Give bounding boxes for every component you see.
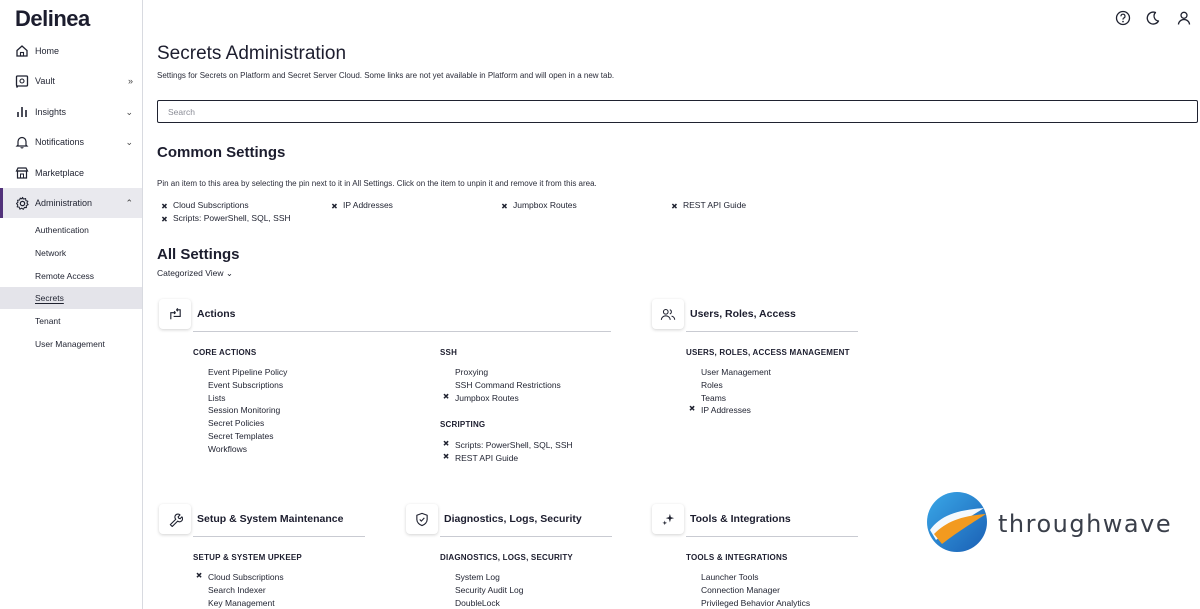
- pinned-item-label: Jumpbox Routes: [513, 200, 577, 210]
- settings-link[interactable]: Secret Policies: [208, 418, 265, 428]
- sidebar-subitem-secrets[interactable]: [0, 287, 142, 309]
- sidebar-subitem-label: User Management: [35, 339, 105, 349]
- sparkle-icon: [652, 504, 684, 534]
- delinea-logo[interactable]: Delinea: [15, 6, 90, 31]
- sidebar-item-insights[interactable]: [0, 97, 142, 127]
- settings-link[interactable]: Teams: [701, 393, 727, 403]
- vault-icon: [14, 73, 30, 89]
- section-title: CORE ACTIONS: [193, 348, 257, 357]
- pinned-item-scripts[interactable]: [161, 213, 291, 223]
- sidebar-item-label: Marketplace: [35, 168, 85, 178]
- pinned-item-label: REST API Guide: [683, 200, 747, 210]
- settings-link[interactable]: DoubleLock: [455, 598, 500, 608]
- sidebar-subitem-label: Tenant: [35, 316, 61, 326]
- pin-icon[interactable]: ✚: [159, 213, 171, 225]
- chevron-up-icon[interactable]: ⌃: [125, 197, 133, 208]
- pinned-item-cloud-subscriptions[interactable]: [161, 200, 249, 210]
- sidebar-subitem-label: Secrets: [35, 293, 64, 303]
- common-settings-hint: Pin an item to this area by selecting the pin next to it in All Settings. Click on the item to unpin it and remove it from this area.: [157, 179, 597, 188]
- settings-link[interactable]: Cloud Subscriptions: [208, 572, 284, 582]
- settings-link[interactable]: SSH Command Restrictions: [455, 380, 561, 390]
- home-icon: [14, 43, 30, 59]
- sidebar-item-label: Home: [35, 46, 60, 56]
- throughwave-logo-icon: [926, 490, 990, 554]
- sidebar-item-notifications[interactable]: [0, 127, 142, 157]
- settings-link[interactable]: Connection Manager: [701, 585, 780, 595]
- pin-icon[interactable]: ✚: [686, 402, 698, 415]
- sidebar: [0, 0, 143, 609]
- sidebar-subitem-user-management[interactable]: [0, 333, 142, 355]
- pinned-item-ip-addresses[interactable]: [331, 200, 393, 210]
- sidebar-item-label: Vault: [35, 76, 55, 86]
- category-divider: [686, 331, 858, 332]
- category-divider: [193, 331, 611, 332]
- section-title: SETUP & SYSTEM UPKEEP: [193, 553, 302, 562]
- category-title: Tools & Integrations: [690, 513, 791, 525]
- pinned-item-jumpbox-routes[interactable]: [501, 200, 577, 210]
- category-title: Diagnostics, Logs, Security: [444, 513, 582, 525]
- category-tools-integrations: [652, 502, 791, 536]
- pinned-item-label: Cloud Subscriptions: [173, 200, 249, 210]
- settings-link[interactable]: Event Subscriptions: [208, 380, 284, 390]
- chevron-down-icon[interactable]: ⌄: [125, 106, 133, 117]
- settings-link[interactable]: Scripts: PowerShell, SQL, SSH: [455, 440, 573, 450]
- sidebar-subitem-label: Network: [35, 248, 67, 258]
- categorized-view-dropdown[interactable]: Categorized View ⌄: [157, 268, 233, 278]
- section-title: DIAGNOSTICS, LOGS, SECURITY: [440, 553, 573, 562]
- wrench-icon: [159, 504, 191, 534]
- help-icon[interactable]: [1115, 10, 1131, 26]
- sidebar-subitem-remote-access[interactable]: [0, 265, 142, 287]
- category-divider: [686, 536, 858, 537]
- dark-mode-icon[interactable]: [1145, 10, 1161, 26]
- settings-link[interactable]: Secret Templates: [208, 431, 274, 441]
- sidebar-item-marketplace[interactable]: [0, 158, 142, 188]
- pinned-item-label: Scripts: PowerShell, SQL, SSH: [173, 213, 291, 223]
- category-title: Actions: [197, 308, 236, 320]
- gear-icon: [14, 195, 30, 211]
- throughwave-watermark: [926, 490, 1173, 554]
- sidebar-item-label: Notifications: [35, 137, 85, 147]
- section-title: USERS, ROLES, ACCESS MANAGEMENT: [686, 348, 850, 357]
- sidebar-subitem-tenant[interactable]: [0, 310, 142, 332]
- pin-icon[interactable]: ✚: [499, 200, 511, 212]
- page-subtitle: Settings for Secrets on Platform and Secret Server Cloud. Some links are not yet available in Platform and will open in a new tab.: [157, 71, 615, 80]
- sidebar-item-label: Insights: [35, 107, 67, 117]
- settings-link[interactable]: Proxying: [455, 367, 489, 377]
- pin-icon[interactable]: ✚: [440, 390, 452, 403]
- settings-link[interactable]: Event Pipeline Policy: [208, 367, 288, 377]
- sidebar-subitem-label: Authentication: [35, 225, 89, 235]
- pin-icon[interactable]: ✚: [193, 569, 205, 582]
- page-title: Secrets Administration: [157, 43, 347, 64]
- category-users-roles-access: [652, 297, 796, 331]
- bar-chart-icon: [14, 104, 30, 120]
- actions-icon: [159, 299, 191, 329]
- shield-icon: [406, 504, 438, 534]
- store-icon: [14, 165, 30, 181]
- settings-link[interactable]: Key Management: [208, 598, 275, 608]
- category-divider: [193, 536, 365, 537]
- settings-link[interactable]: Workflows: [208, 444, 248, 454]
- category-divider: [440, 536, 612, 537]
- sidebar-item-label: Administration: [35, 198, 93, 208]
- chevron-down-icon[interactable]: ⌄: [125, 136, 133, 147]
- category-actions: [159, 297, 236, 331]
- category-diagnostics: [406, 502, 582, 536]
- pinned-item-rest-api-guide[interactable]: [671, 200, 746, 210]
- settings-link[interactable]: Launcher Tools: [701, 572, 759, 582]
- settings-link[interactable]: Search Indexer: [208, 585, 266, 595]
- bell-icon: [14, 134, 30, 150]
- section-title: SCRIPTING: [440, 420, 486, 429]
- settings-link[interactable]: Security Audit Log: [455, 585, 524, 595]
- pinned-item-label: IP Addresses: [343, 200, 393, 210]
- settings-link[interactable]: User Management: [701, 367, 771, 377]
- search-input[interactable]: [157, 100, 1198, 123]
- settings-link[interactable]: Privileged Behavior Analytics: [701, 598, 811, 608]
- sidebar-item-administration[interactable]: [0, 188, 142, 218]
- settings-link[interactable]: Session Monitoring: [208, 405, 281, 415]
- section-title: SSH: [440, 348, 458, 357]
- all-settings-title: All Settings: [157, 246, 240, 263]
- sidebar-subitem-authentication[interactable]: [0, 219, 142, 241]
- pin-icon[interactable]: ✚: [329, 200, 341, 212]
- sidebar-item-home[interactable]: [0, 36, 142, 66]
- settings-link[interactable]: System Log: [455, 572, 500, 582]
- category-title: Setup & System Maintenance: [197, 513, 344, 525]
- settings-link[interactable]: IP Addresses: [701, 405, 751, 415]
- pin-icon[interactable]: ✚: [669, 200, 681, 212]
- user-icon[interactable]: [1176, 10, 1192, 26]
- settings-link[interactable]: Lists: [208, 393, 226, 403]
- category-setup-maintenance: [159, 502, 343, 536]
- settings-link[interactable]: Roles: [701, 380, 723, 390]
- users-icon: [652, 299, 684, 329]
- pin-icon[interactable]: ✚: [440, 437, 452, 450]
- settings-link[interactable]: Jumpbox Routes: [455, 393, 519, 403]
- category-title: Users, Roles, Access: [690, 308, 796, 320]
- section-title: TOOLS & INTEGRATIONS: [686, 553, 788, 562]
- pin-icon[interactable]: ✚: [159, 200, 171, 212]
- settings-link[interactable]: REST API Guide: [455, 453, 519, 463]
- pin-icon[interactable]: ✚: [440, 450, 452, 463]
- sidebar-item-vault[interactable]: [0, 66, 142, 96]
- sidebar-subitem-label: Remote Access: [35, 271, 95, 281]
- throughwave-text: throughwave: [998, 510, 1173, 538]
- double-chevron-right-icon[interactable]: »: [127, 76, 133, 86]
- common-settings-title: Common Settings: [157, 144, 286, 161]
- sidebar-subitem-network[interactable]: [0, 242, 142, 264]
